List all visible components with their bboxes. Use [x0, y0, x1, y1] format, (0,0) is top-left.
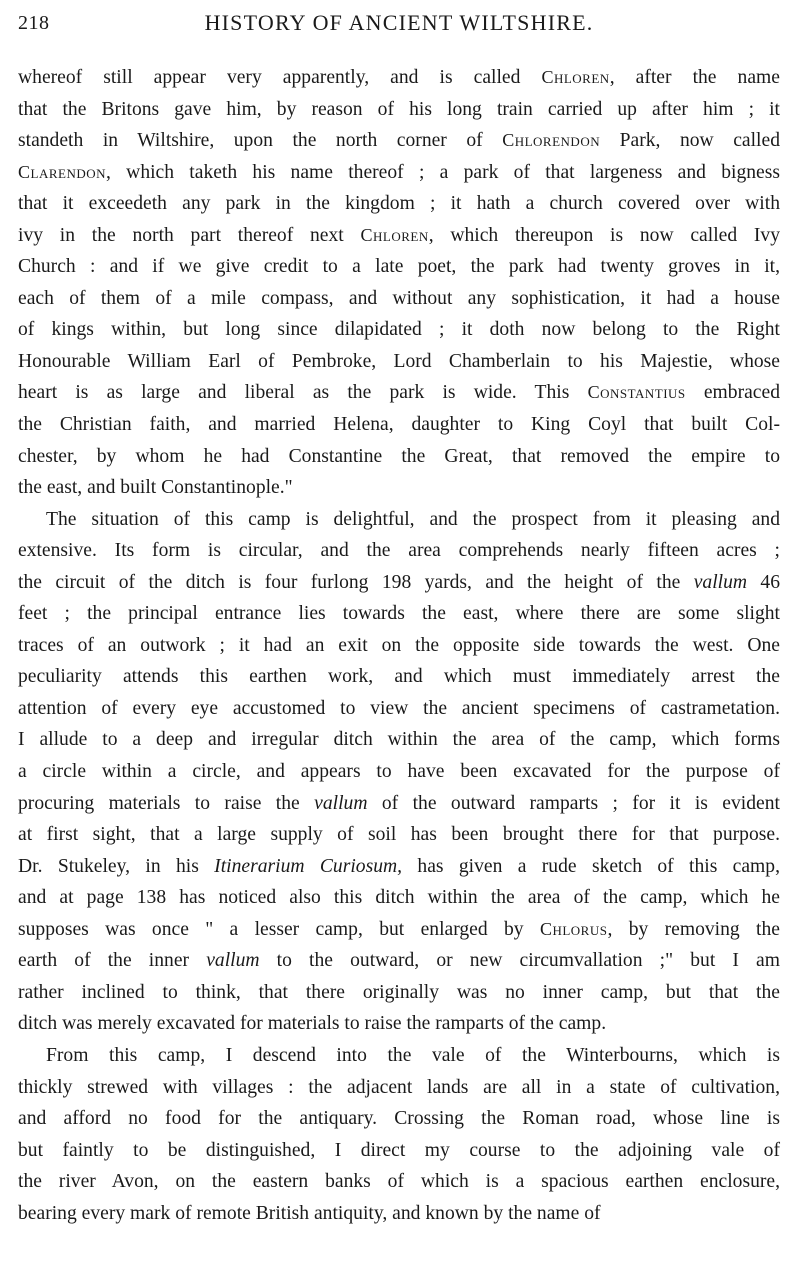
text-line: [18, 377, 780, 409]
text-line: [18, 62, 780, 94]
italic-term: vallum: [314, 792, 368, 814]
text-line: [18, 314, 780, 346]
text-run: at first sight, that a large supply of soil has been brought there for that purpose.: [18, 824, 780, 846]
small-caps-name: Chloren: [360, 224, 429, 245]
small-caps-name: Clarendon: [18, 161, 107, 182]
text-run: , by removing the: [607, 918, 780, 940]
text-line: [18, 504, 780, 536]
text-line: [18, 125, 780, 157]
text-run: bearing every mark of remote British antiquity, and known by the name of: [18, 1202, 601, 1224]
text-run: chester, by whom he had Constantine the Great, that removed the empire to: [18, 445, 780, 467]
small-caps-name: Chlorendon: [502, 130, 601, 151]
text-run: each of them of a mile compass, and without any sophistication, it had a house: [18, 287, 780, 309]
text-line: [18, 251, 780, 283]
text-run: supposes was once " a lesser camp, but enlarged by: [18, 918, 540, 940]
text-run: , which thereupon is now called Ivy: [428, 224, 780, 246]
text-line: [18, 851, 780, 883]
body-text: [18, 62, 780, 1229]
text-line: [18, 1166, 780, 1198]
text-run: the Christian faith, and married Helena, daughter to King Coyl that built Col-: [18, 414, 780, 436]
text-line: [18, 346, 780, 378]
text-line: [18, 819, 780, 851]
text-line: [18, 1135, 780, 1167]
text-run: the river Avon, on the eastern banks of which is a spacious earthen enclosure,: [18, 1171, 780, 1193]
text-run: to the outward, or new circumvallation ;" but I am: [259, 950, 780, 972]
text-line: [18, 220, 780, 252]
text-line: [18, 94, 780, 126]
text-line: [18, 535, 780, 567]
text-line: [18, 914, 780, 946]
text-run: The situation of this camp is delightful, and the prospect from it pleasing and: [46, 508, 780, 530]
text-line: [18, 693, 780, 725]
text-line: [18, 283, 780, 315]
text-run: ditch was merely excavated for materials to raise the ramparts of the camp.: [18, 1013, 607, 1035]
text-run: and afford no food for the antiquary. Crossing the Roman road, whose line is: [18, 1108, 780, 1130]
text-line: [18, 441, 780, 473]
text-line: [18, 1072, 780, 1104]
text-run: thickly strewed with villages : the adjacent lands are all in a state of cultivation,: [18, 1076, 780, 1098]
running-title: HISTORY OF ANCIENT WILTSHIRE.: [204, 10, 594, 35]
text-line: [18, 724, 780, 756]
text-line: [18, 788, 780, 820]
text-run: , after the name: [609, 67, 780, 88]
text-run: I allude to a deep and irregular ditch within the area of the camp, which forms: [18, 729, 780, 751]
text-run: attention of every eye accustomed to view the ancient specimens of castrametation.: [18, 697, 780, 719]
text-line: [18, 661, 780, 693]
text-line: [18, 472, 780, 504]
text-run: ivy in the north part thereof next: [18, 224, 361, 246]
text-run: Park, now called: [600, 130, 780, 152]
text-run: earth of the inner: [18, 950, 207, 972]
small-caps-name: Chloren: [541, 67, 610, 87]
text-line: [18, 567, 780, 599]
text-line: [18, 945, 780, 977]
text-run: the circuit of the ditch is four furlong 198 yards, and the height of the: [18, 571, 694, 593]
text-run: traces of an outwork ; it had an exit on the opposite side towards the west. One: [18, 634, 780, 656]
text-run: 46: [747, 571, 781, 593]
text-line: [18, 1040, 780, 1072]
text-line: [18, 756, 780, 788]
italic-term: Itinerarium Curiosum,: [214, 855, 403, 877]
text-run: and at page 138 has noticed also this ditch within the area of the camp, which he: [18, 887, 780, 909]
text-run: embraced: [685, 382, 780, 404]
text-line: [18, 630, 780, 662]
text-run: Dr. Stukeley, in his: [18, 855, 215, 877]
text-line: [18, 157, 780, 189]
text-run: extensive. Its form is circular, and the area comprehends nearly fifteen acres ;: [18, 540, 780, 562]
text-run: that the Britons gave him, by reason of his long train carried up after him ; it: [18, 98, 780, 120]
text-run: has given a rude sketch of this camp,: [402, 855, 780, 877]
text-run: procuring materials to raise the: [18, 792, 315, 814]
text-run: but faintly to be distinguished, I direct my course to the adjoining vale of: [18, 1139, 780, 1161]
text-run: feet ; the principal entrance lies towards the east, where there are some slight: [18, 603, 780, 625]
text-line: [18, 977, 780, 1009]
text-line: [18, 882, 780, 914]
text-run: rather inclined to think, that there originally was no inner camp, but that the: [18, 981, 780, 1003]
text-run: peculiarity attends this earthen work, and which must immediately arrest the: [18, 666, 780, 688]
text-run: Church : and if we give credit to a late poet, the park had twenty groves in it,: [18, 256, 780, 278]
text-run: standeth in Wiltshire, upon the north corner of: [18, 130, 503, 152]
text-run: , which taketh his name thereof ; a park of that largeness and bigness: [106, 161, 780, 183]
text-run: of kings within, but long since dilapidated ; it doth now belong to the Right: [18, 319, 780, 341]
text-run: whereof still appear very apparently, and is called: [18, 67, 542, 88]
italic-term: vallum: [693, 571, 748, 593]
text-run: From this camp, I descend into the vale of the Winterbourns, which is: [46, 1044, 780, 1066]
text-line: [18, 1008, 780, 1040]
italic-term: vallum: [206, 950, 260, 972]
text-line: [18, 1103, 780, 1135]
page-number: 218: [18, 12, 50, 34]
text-run: a circle within a circle, and appears to have been excavated for the purpose of: [18, 761, 780, 783]
text-line: [18, 1198, 780, 1230]
text-line: [18, 409, 780, 441]
text-line: [18, 188, 780, 220]
small-caps-name: Chlorus: [539, 918, 608, 939]
text-run: Honourable William Earl of Pembroke, Lord Chamberlain to his Majestie, whose: [18, 350, 780, 372]
page-header: [18, 8, 780, 40]
text-run: that it exceedeth any park in the kingdom ; it hath a church covered over with: [18, 193, 780, 215]
text-run: heart is as large and liberal as the park is wide. This: [18, 382, 588, 404]
text-line: [18, 598, 780, 630]
text-run: of the outward ramparts ; for it is evident: [367, 792, 780, 814]
text-run: the east, and built Constantinople.": [18, 477, 293, 499]
small-caps-name: Constantius: [587, 382, 686, 403]
